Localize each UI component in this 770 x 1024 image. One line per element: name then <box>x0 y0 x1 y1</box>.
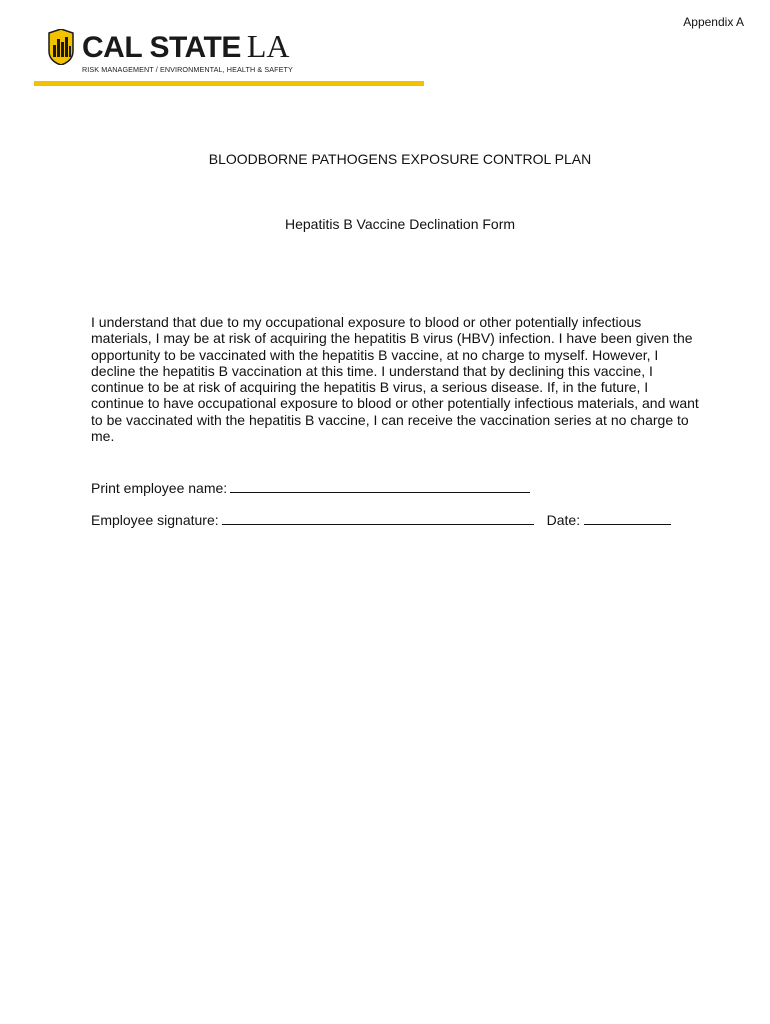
appendix-label: Appendix A <box>683 15 744 29</box>
gold-divider <box>34 81 424 86</box>
date-field[interactable] <box>584 510 671 525</box>
employee-signature-field[interactable] <box>222 510 534 525</box>
logo-subtitle: RISK MANAGEMENT / ENVIRONMENTAL, HEALTH & SAFETY <box>82 65 293 74</box>
employee-signature-row <box>91 510 671 528</box>
declination-statement: I understand that due to my occupational exposure to blood or other potentially infectious materials, I may be at risk of acquiring the hepatitis B virus (HBV) infection. I have been given the opportunity to be vaccinated with the hepatitis B vaccine, at no charge to myself. However, I decline the hepatitis B vaccination at this time. I understand that by declining this vaccine, I continue to be at risk of acquiring the hepatitis B virus, a serious disease. If, in the future, I continue to have occupational exposure to blood or other potentially infectious materials, and want to be vaccinated with the hepatitis B vaccine, I can receive the vaccination series at no charge to me. <box>91 314 699 445</box>
plan-title: BLOODBORNE PATHOGENS EXPOSURE CONTROL PLAN <box>208 151 592 167</box>
logo-name: CAL STATE <box>82 31 241 64</box>
city-skyline-icon <box>46 29 76 65</box>
employee-name-row <box>91 478 530 496</box>
employee-name-field[interactable] <box>230 478 530 493</box>
form-title: Hepatitis B Vaccine Declination Form <box>284 216 516 232</box>
logo-suffix: LA <box>246 28 290 64</box>
date-label: Date: <box>546 512 581 528</box>
employee-name-label: Print employee name: <box>91 480 228 496</box>
employee-signature-label: Employee signature: <box>91 512 219 528</box>
cal-state-la-logo <box>46 29 346 79</box>
